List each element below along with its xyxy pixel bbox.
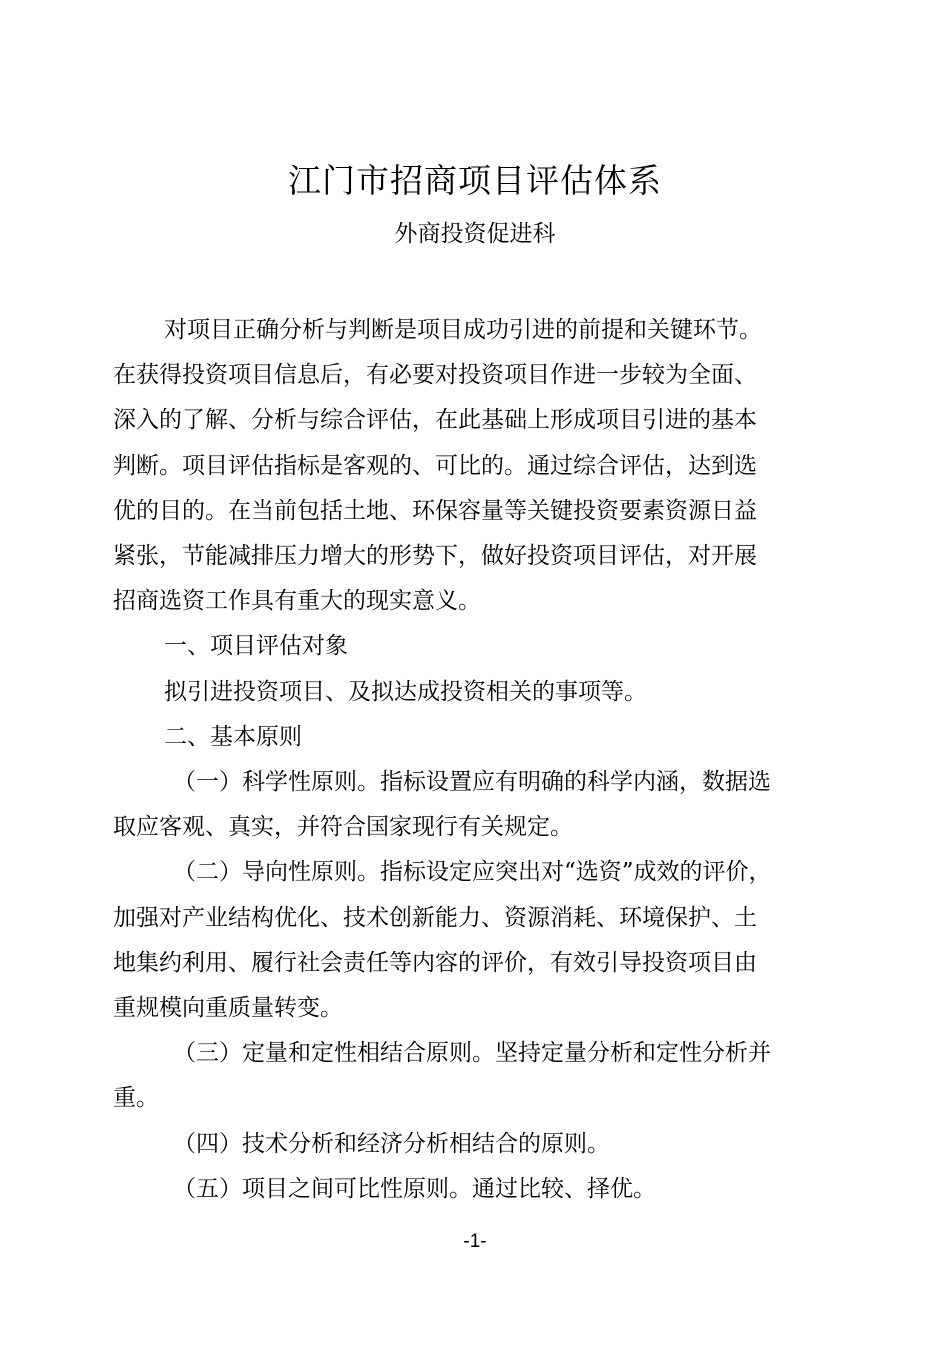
text-line: 对项目正确分析与判断是项目成功引进的前提和关键环节。 (164, 317, 762, 343)
document-subtitle: 外商投资促进科 (394, 221, 556, 247)
principle-guidance (113, 850, 772, 1031)
text-line: （一）科学性原则。指标设置应有明确的科学内涵，数据选 (173, 769, 771, 796)
text-line: 重。 (113, 1085, 159, 1112)
principle-quantitative-qualitative (113, 1031, 771, 1121)
text-line: 取应客观、真实，并符合国家现行有关规定。 (113, 814, 573, 841)
document-body (113, 308, 772, 1212)
text-line: 优的目的。在当前包括土地、环保容量等关键投资要素资源日益 (113, 497, 757, 524)
section-heading-basic-principles (113, 715, 768, 760)
principle-scientific (113, 760, 771, 850)
section-text-evaluation-object (113, 670, 768, 715)
text-line: 深入的了解、分析与综合评估，在此基础上形成项目引进的基本 (113, 407, 757, 434)
text-line: 重规模向重质量转变。 (113, 995, 343, 1022)
text-line: 判断。项目评估指标是客观的、可比的。通过综合评估，达到选 (113, 452, 757, 479)
text-line: 地集约利用、履行社会责任等内容的评价，有效引导投资项目由 (113, 949, 757, 976)
text-line: （四）技术分析和经济分析相结合的原则。 (173, 1130, 610, 1157)
section-heading-evaluation-object (113, 624, 768, 669)
text-line: （二）导向性原则。指标设定应突出对“选资”成效的评价， (173, 859, 772, 886)
text-line: 在获得投资项目信息后，有必要对投资项目作进一步较为全面、 (113, 362, 757, 389)
text-line: 紧张，节能减排压力增大的形势下，做好投资项目评估，对开展 (113, 543, 757, 570)
page-number: -1- (463, 1231, 487, 1252)
principle-technical-economic (113, 1122, 768, 1167)
section-heading: 二、基本原则 (164, 723, 302, 750)
text-line: 加强对产业结构优化、技术创新能力、资源消耗、环境保护、土 (113, 904, 757, 931)
text-line: （五）项目之间可比性原则。通过比较、择优。 (173, 1175, 656, 1202)
document-title: 江门市招商项目评估体系 (288, 161, 662, 200)
principle-comparability (113, 1167, 768, 1212)
intro-paragraph (113, 308, 768, 624)
text-line: （三）定量和定性相结合原则。坚持定量分析和定性分析并 (173, 1040, 771, 1067)
section-heading: 一、项目评估对象 (164, 633, 348, 660)
text-line: 招商选资工作具有重大的现实意义。 (113, 588, 481, 615)
text-line: 拟引进投资项目、及拟达成投资相关的事项等。 (164, 678, 647, 705)
